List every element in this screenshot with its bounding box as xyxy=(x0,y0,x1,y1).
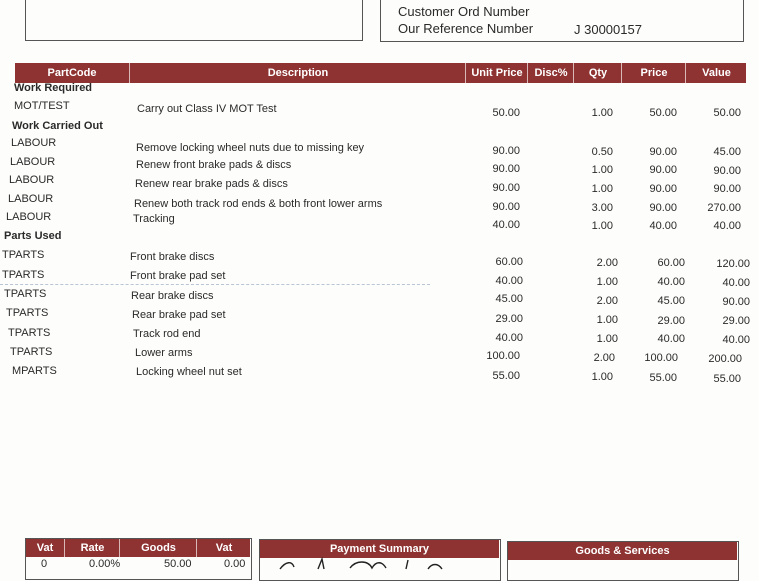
row-partcode: TPARTS xyxy=(2,269,45,281)
row-price: 50.00 xyxy=(649,107,677,119)
row-description: Front brake pad set xyxy=(130,270,226,282)
row-qty: 2.00 xyxy=(596,295,618,307)
header-price: Price xyxy=(621,63,686,83)
row-unit-price: 40.00 xyxy=(495,332,523,344)
row-partcode: TPARTS xyxy=(2,249,45,261)
row-unit-price: 90.00 xyxy=(492,145,520,157)
header-disc: Disc% xyxy=(527,63,574,83)
row-partcode: LABOUR xyxy=(9,174,55,186)
vat-row-vat: 0 xyxy=(41,558,48,570)
row-description: Rear brake pad set xyxy=(132,309,226,321)
row-partcode: TPARTS xyxy=(4,288,47,300)
row-unit-price: 90.00 xyxy=(492,163,520,175)
row-price: 90.00 xyxy=(649,202,677,214)
row-unit-price: 45.00 xyxy=(495,293,523,305)
row-value: 45.00 xyxy=(713,146,741,158)
row-value: 55.00 xyxy=(713,373,741,385)
header-description: Description xyxy=(129,63,466,83)
row-unit-price: 60.00 xyxy=(495,256,523,268)
row-qty: 1.00 xyxy=(591,183,613,195)
row-description: Tracking xyxy=(133,213,175,225)
row-unit-price: 90.00 xyxy=(492,201,520,213)
row-value: 270.00 xyxy=(707,202,741,214)
row-qty: 2.00 xyxy=(593,352,615,364)
section-title-work-carried-out: Work Carried Out xyxy=(12,120,103,132)
row-partcode: MPARTS xyxy=(12,365,57,377)
row-unit-price: 100.00 xyxy=(486,350,520,362)
customer-address-box xyxy=(25,0,363,41)
row-description: Renew front brake pads & discs xyxy=(136,159,292,171)
row-description: Rear brake discs xyxy=(131,290,214,302)
section-title-parts-used: Parts Used xyxy=(4,230,62,242)
section-title-work-required: Work Required xyxy=(14,82,93,94)
vat-header-goods: Goods xyxy=(119,539,197,557)
row-unit-price: 29.00 xyxy=(495,313,523,325)
row-partcode: LABOUR xyxy=(10,156,56,168)
row-description: Front brake discs xyxy=(130,251,215,263)
row-price: 100.00 xyxy=(644,352,678,364)
our-reference-value: J 30000157 xyxy=(574,22,642,37)
row-description: Locking wheel nut set xyxy=(136,366,242,378)
payment-summary-title: Payment Summary xyxy=(260,540,499,558)
row-price: 55.00 xyxy=(649,372,677,384)
row-qty: 2.00 xyxy=(596,257,618,269)
row-partcode: LABOUR xyxy=(6,211,52,223)
row-qty: 0.50 xyxy=(591,146,613,158)
row-description: Renew both track rod ends & both front lower arms xyxy=(134,198,383,210)
row-unit-price: 90.00 xyxy=(492,182,520,194)
vat-row-vat-amount: 0.00 xyxy=(224,558,246,570)
row-partcode: LABOUR xyxy=(11,137,57,149)
row-qty: 1.00 xyxy=(591,220,613,232)
row-qty: 3.00 xyxy=(591,202,613,214)
vat-header-vat-amount: Vat xyxy=(196,539,251,557)
vat-row-goods: 50.00 xyxy=(164,558,192,570)
header-unit-price: Unit Price xyxy=(465,63,528,83)
row-partcode: TPARTS xyxy=(6,307,49,319)
row-partcode: TPARTS xyxy=(8,327,51,339)
row-partcode: TPARTS xyxy=(10,346,53,358)
row-price: 90.00 xyxy=(649,146,677,158)
row-unit-price: 40.00 xyxy=(492,219,520,231)
row-value: 90.00 xyxy=(713,183,741,195)
header-partcode: PartCode xyxy=(47,67,97,79)
row-price: 29.00 xyxy=(657,315,685,327)
goods-services-title: Goods & Services xyxy=(508,542,737,560)
row-value: 40.00 xyxy=(713,220,741,232)
row-value: 120.00 xyxy=(716,258,750,270)
row-price: 90.00 xyxy=(649,183,677,195)
row-value: 40.00 xyxy=(722,277,750,289)
row-price: 40.00 xyxy=(649,220,677,232)
row-partcode: MOT/TEST xyxy=(14,100,70,112)
row-description: Remove locking wheel nuts due to missing key xyxy=(136,142,365,154)
vat-header-vat: Vat xyxy=(36,542,54,554)
row-unit-price: 50.00 xyxy=(492,107,520,119)
row-price: 60.00 xyxy=(657,257,685,269)
row-unit-price: 40.00 xyxy=(495,275,523,287)
row-qty: 1.00 xyxy=(596,314,618,326)
row-value: 40.00 xyxy=(722,334,750,346)
row-partcode: LABOUR xyxy=(8,193,54,205)
row-qty: 1.00 xyxy=(596,276,618,288)
row-value: 200.00 xyxy=(708,353,742,365)
row-description: Lower arms xyxy=(135,347,193,359)
row-value: 90.00 xyxy=(722,296,750,308)
vat-header-rate: Rate xyxy=(64,539,120,557)
row-price: 40.00 xyxy=(657,333,685,345)
row-description: Carry out Class IV MOT Test xyxy=(137,103,277,115)
row-price: 90.00 xyxy=(649,164,677,176)
row-description: Track rod end xyxy=(133,328,201,340)
row-qty: 1.00 xyxy=(596,333,618,345)
row-value: 50.00 xyxy=(713,107,741,119)
header-value: Value xyxy=(685,63,747,83)
customer-ord-label: Customer Ord Number xyxy=(398,4,530,19)
header-qty: Qty xyxy=(573,63,622,83)
row-price: 45.00 xyxy=(657,295,685,307)
row-value: 29.00 xyxy=(722,315,750,327)
row-qty: 1.00 xyxy=(591,107,613,119)
row-qty: 1.00 xyxy=(591,164,613,176)
row-qty: 1.00 xyxy=(591,371,613,383)
row-divider xyxy=(0,284,430,285)
row-price: 40.00 xyxy=(657,276,685,288)
vat-row-rate: 0.00% xyxy=(89,558,121,570)
our-reference-label: Our Reference Number xyxy=(398,21,534,36)
row-unit-price: 55.00 xyxy=(492,370,520,382)
row-value: 90.00 xyxy=(713,165,741,177)
row-description: Renew rear brake pads & discs xyxy=(135,178,288,190)
